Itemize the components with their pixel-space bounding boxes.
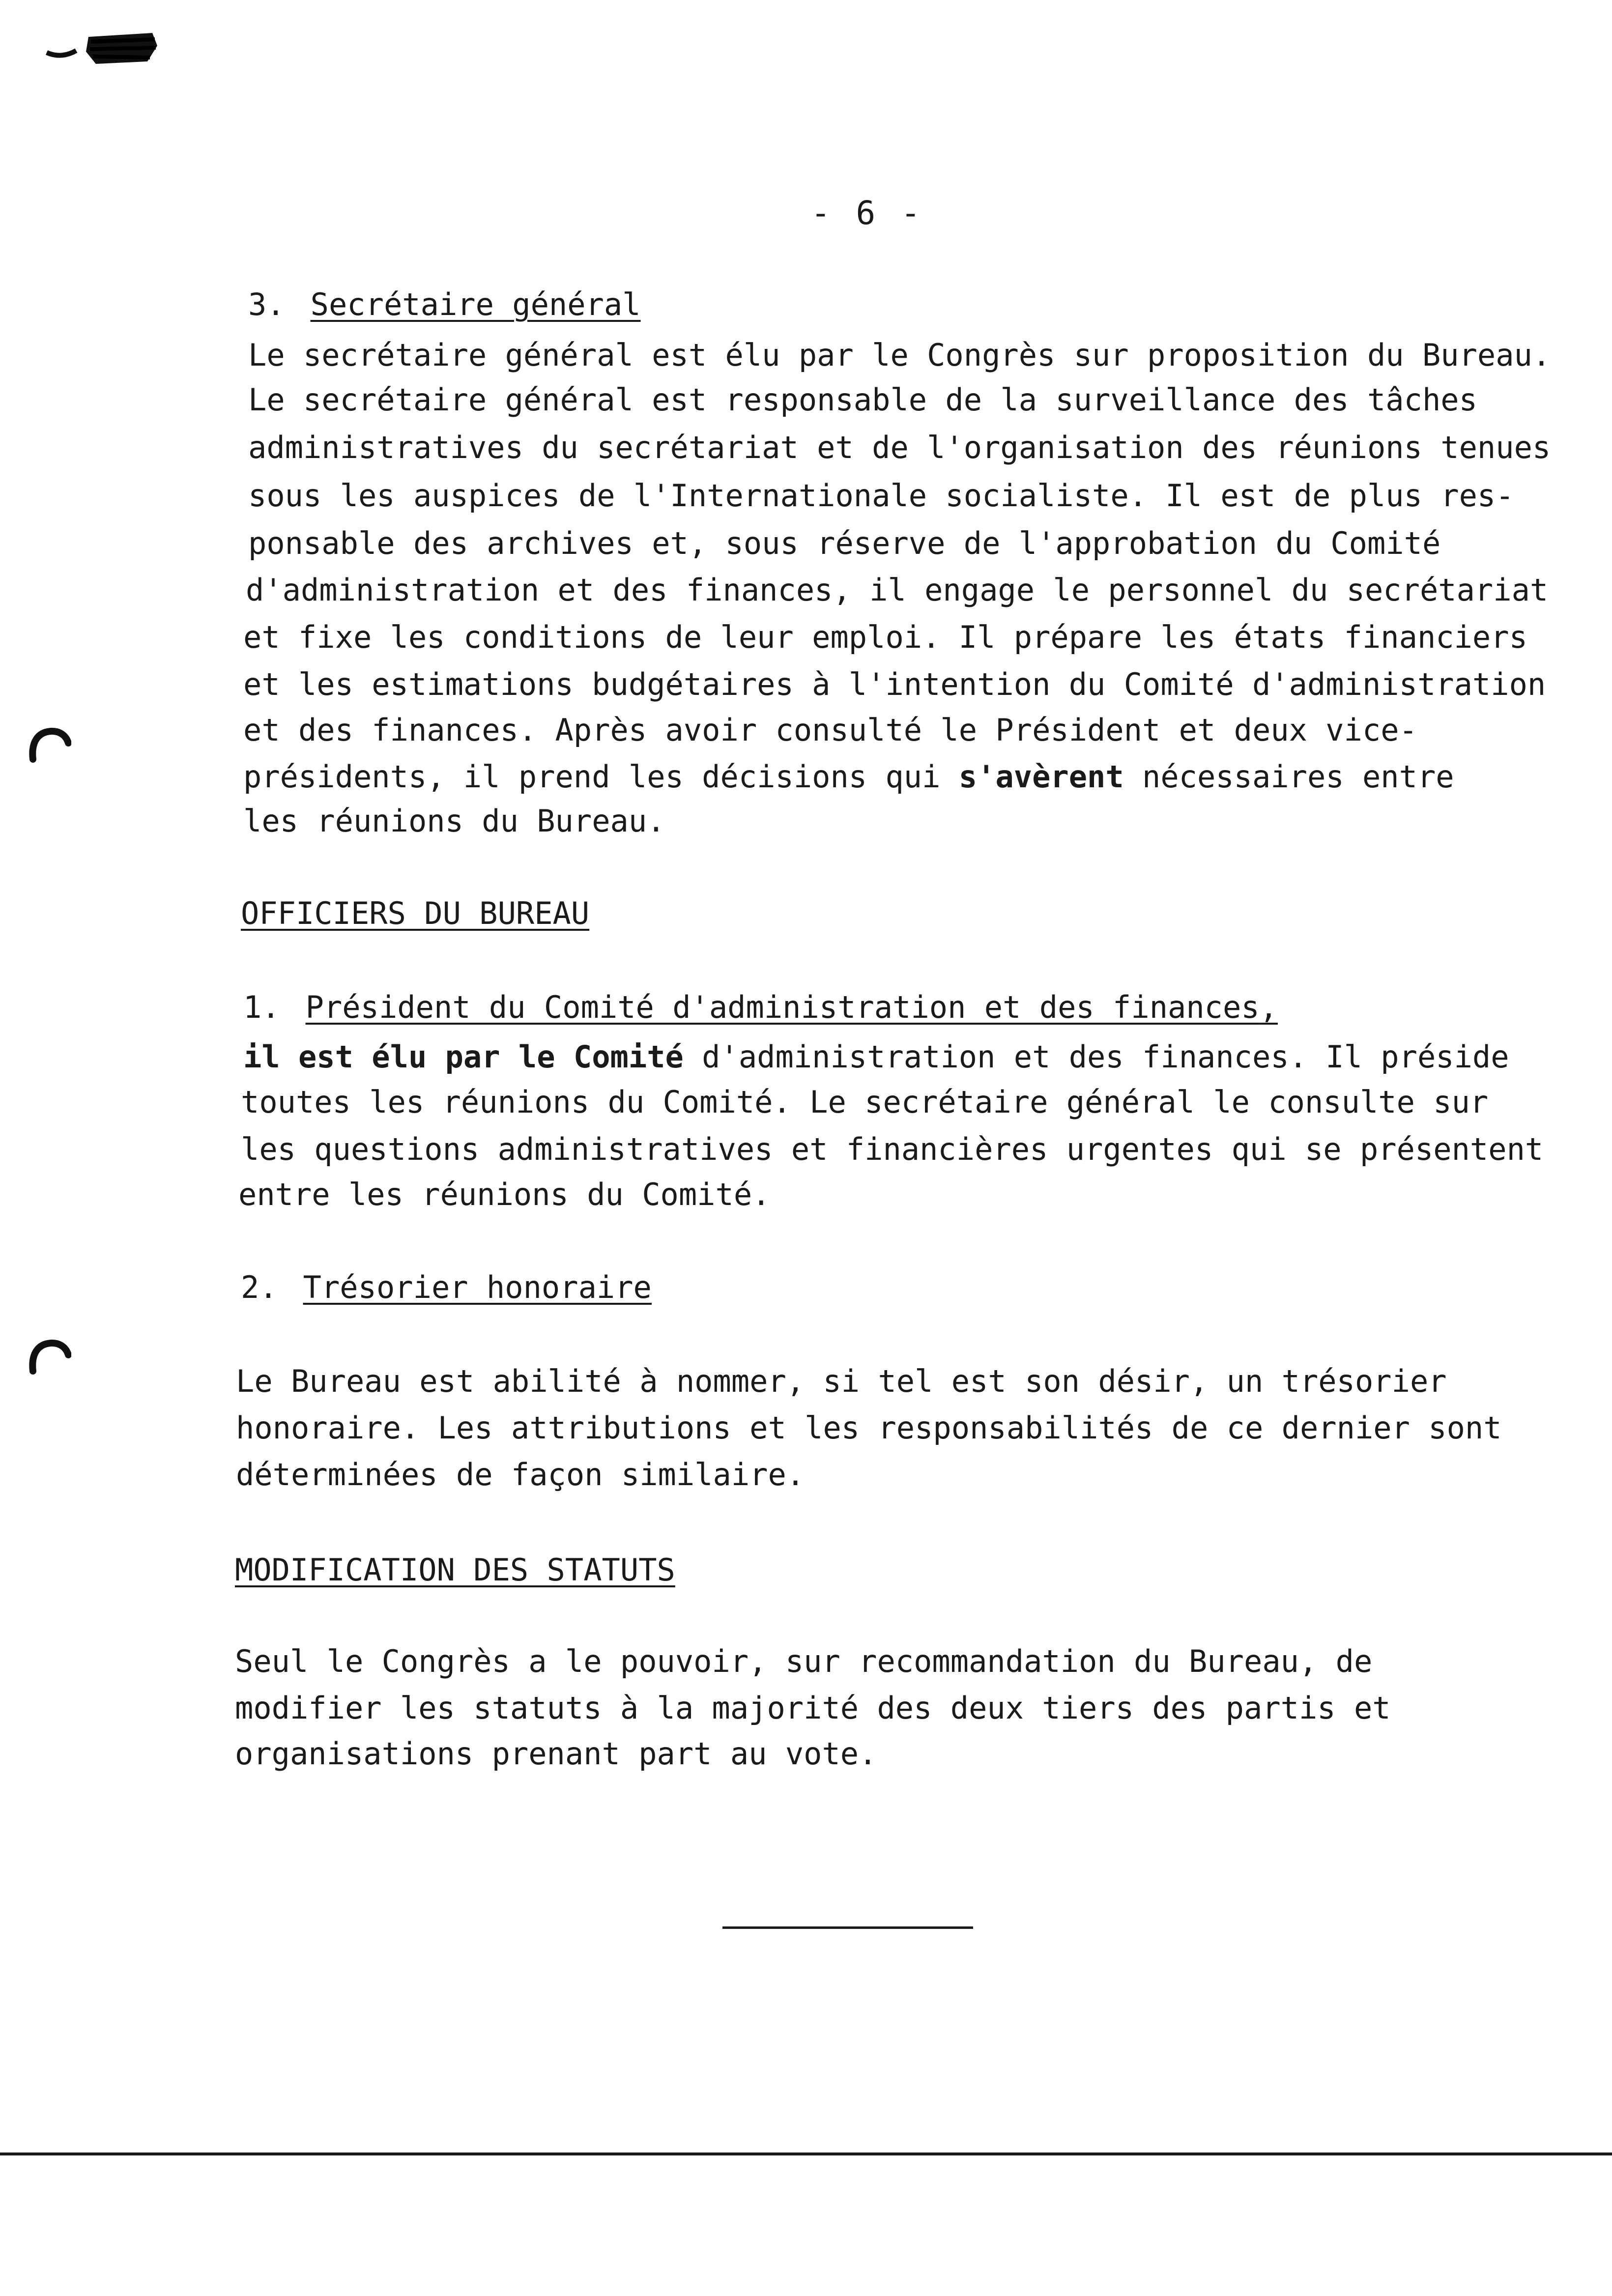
closing-rule — [722, 1926, 973, 1929]
paragraph-line: honoraire. Les attributions et les responsabilités de ce dernier sont — [236, 1410, 1502, 1446]
paragraph-line: d'administration et des finances, il engage le personnel du secrétariat — [246, 572, 1549, 608]
section-title: Président du Comité d'administration et des finances — [305, 989, 1260, 1025]
section-title-suffix: , — [1259, 989, 1278, 1025]
text-run: présidents, il prend les décisions qui — [243, 759, 959, 795]
paragraph-line: entre les réunions du Comité. — [238, 1177, 771, 1212]
punch-hole-mark — [27, 1334, 71, 1378]
redaction-mark — [42, 22, 160, 71]
paragraph-line: Le secrétaire général est élu par le Congrès sur proposition du Bureau. — [248, 337, 1551, 373]
page-number: - 6 - — [811, 194, 923, 232]
paragraph-line: Le secrétaire général est responsable de la surveillance des tâches — [248, 382, 1477, 418]
paragraph-line: les réunions du Bureau. — [243, 803, 665, 839]
section-title: Trésorier honoraire — [303, 1269, 652, 1305]
section-heading-tresorier — [241, 1269, 652, 1305]
section-heading-secretaire — [248, 287, 641, 322]
paragraph-line: et des finances. Après avoir consulté le Président et deux vice- — [243, 712, 1417, 748]
paragraph-line — [243, 1039, 1509, 1075]
section-number: 3. — [248, 287, 285, 322]
paragraph-line: toutes les réunions du Comité. Le secrétaire général le consulte sur — [241, 1084, 1489, 1120]
paragraph-line: Seul le Congrès a le pouvoir, sur recommandation du Bureau, de — [235, 1643, 1373, 1679]
bottom-edge-line — [0, 2152, 1612, 2155]
paragraph-line: organisations prenant part au vote. — [235, 1736, 877, 1772]
paragraph-line: sous les auspices de l'Internationale socialiste. Il est de plus res- — [248, 478, 1514, 514]
paragraph-line: les questions administratives et financières urgentes qui se présentent — [241, 1131, 1544, 1167]
paragraph-line: Le Bureau est abilité à nommer, si tel est son désir, un trésorier — [236, 1363, 1447, 1399]
section-title: Secrétaire général — [310, 287, 641, 322]
paragraph-line — [243, 759, 1454, 795]
section-number: 2. — [241, 1269, 278, 1305]
text-run-bold: s'avèrent — [958, 759, 1124, 795]
text-run: d'administration et des finances. Il préside — [683, 1039, 1509, 1075]
text-run-bold: il est élu par le Comité — [243, 1039, 684, 1075]
punch-hole-mark — [27, 722, 71, 767]
paragraph-line: et les estimations budgétaires à l'intention du Comité d'administration — [243, 666, 1546, 702]
paragraph-line: administratives du secrétariat et de l'organisation des réunions tenues — [248, 430, 1551, 465]
paragraph-line: et fixe les conditions de leur emploi. Il prépare les états financiers — [243, 619, 1527, 655]
section-number: 1. — [243, 989, 280, 1025]
section-heading-officiers: OFFICIERS DU BUREAU — [241, 895, 590, 931]
paragraph-line: déterminées de façon similaire. — [236, 1457, 805, 1492]
paragraph-line: modifier les statuts à la majorité des deux tiers des partis et — [235, 1690, 1391, 1726]
section-heading-modification: MODIFICATION DES STATUTS — [235, 1552, 675, 1588]
section-heading-president — [243, 989, 1278, 1025]
paragraph-line: ponsable des archives et, sous réserve de l'approbation du Comité — [248, 525, 1441, 561]
text-run: nécessaires entre — [1123, 759, 1454, 795]
